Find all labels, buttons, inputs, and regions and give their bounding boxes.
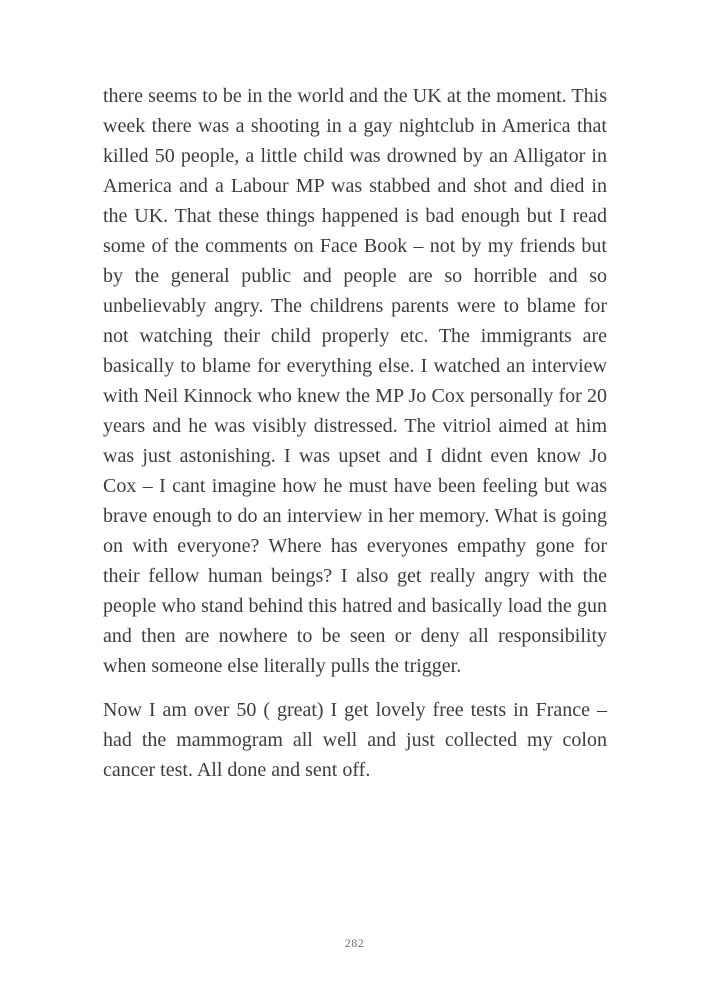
- page-number: 282: [344, 936, 365, 950]
- page-text-block: [103, 81, 607, 799]
- paragraph-1: there seems to be in the world and the UK at the moment. This week there was a shooting in a gay nightclub in America that killed 50 people, a little child was drowned by an Alligator in America and a Labour MP was stabbed and shot and died in the UK. That these things happened is bad enough but I read some of the comments on Face Book – not by my friends but by the general public and people are so horrible and so unbelievably angry. The childrens parents were to blame for not watching their child properly etc. The immigrants are basically to blame for everything else. I watched an interview with Neil Kinnock who knew the MP Jo Cox personally for 20 years and he was visibly distressed. The vitriol aimed at him was just astonishing. I was upset and I didnt even know Jo Cox – I cant imagine how he must have been feeling but was brave enough to do an interview in her memory. What is going on with everyone? Where has everyones empathy gone for their fellow human beings? I also get really angry with the people who stand behind this hatred and basically load the gun and then are nowhere to be seen or deny all responsibility when someone else literally pulls the trigger.: [103, 85, 607, 677]
- paragraph-2: Now I am over 50 ( great) I get lovely free tests in France – had the mammogram all well and just collected my colon cancer test. All done and sent off.: [103, 699, 607, 781]
